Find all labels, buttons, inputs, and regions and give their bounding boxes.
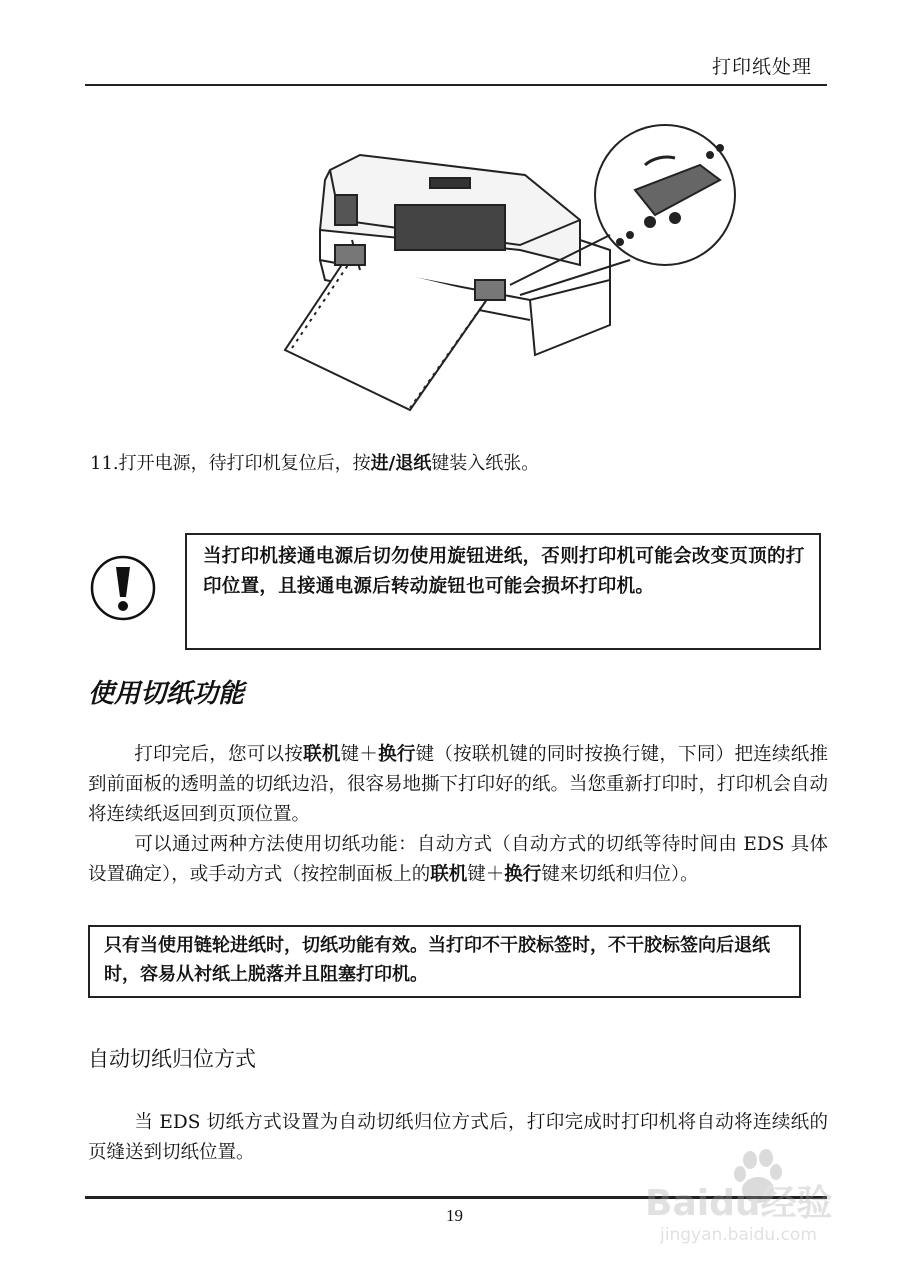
section-title: 使用切纸功能 <box>88 679 245 709</box>
para2-key-linefeed: 换行 <box>504 864 542 885</box>
para2-text-a: 可以通过两种方法使用切纸功能：自动方式（自动方式的切纸等待时间由 EDS 具体设置确定），或手动方式（按控制面板上的 <box>88 834 828 885</box>
para1-key-linefeed: 换行 <box>378 744 416 765</box>
para1-text-c: 键（按联机键的同时按换行键，下同）把连续纸推到前面板的透明盖的切纸边沿，很容易地撕下打印好的纸。当您重新打印时，打印机会自动将连续纸返回到页顶位置。 <box>88 744 829 825</box>
note-text: 只有当使用链轮进纸时，切纸功能有效。当打印不干胶标签时，不干胶标签向后退纸时，容易从衬纸上脱落并且阻塞打印机。 <box>104 935 770 985</box>
step-11-prefix: 11.打开电源，待打印机复位后，按 <box>90 453 371 474</box>
header-title: 打印纸处理 <box>712 56 813 78</box>
para1-text-a: 打印完后，您可以按 <box>134 744 304 765</box>
baidu-watermark <box>640 1140 860 1250</box>
header-rule <box>85 84 827 86</box>
para2-text-b: 键＋ <box>467 864 505 885</box>
para2-text-c: 键来切纸和归位）。 <box>541 864 699 885</box>
para1-text-b: 键＋ <box>340 744 379 765</box>
paragraph-2 <box>88 830 828 890</box>
warning-text: 当打印机接通电源后切勿使用旋钮进纸，否则打印机可能会改变页顶的打印位置，且接通电源后转动旋钮也可能会损坏打印机。 <box>203 546 805 597</box>
para1-key-online: 联机 <box>303 744 341 765</box>
watermark-url: jingyan.baidu.com <box>660 1225 817 1245</box>
printer-illustration <box>280 120 750 420</box>
page-number: 19 <box>446 1206 463 1225</box>
para3-text: 当 EDS 切纸方式设置为自动切纸归位方式后，打印完成时打印机将自动将连续纸的页缝送到切纸位置。 <box>88 1112 828 1163</box>
exclamation-icon <box>90 555 156 621</box>
step-11-suffix: 键装入纸张。 <box>431 453 540 474</box>
step-11-text <box>90 449 539 475</box>
subsection-title: 自动切纸归位方式 <box>88 1047 256 1071</box>
para2-key-online: 联机 <box>430 864 468 885</box>
paragraph-1 <box>88 740 828 830</box>
watermark-brand: Baidu经验 <box>645 1183 833 1224</box>
step-11-key: 进/退纸 <box>370 453 432 474</box>
